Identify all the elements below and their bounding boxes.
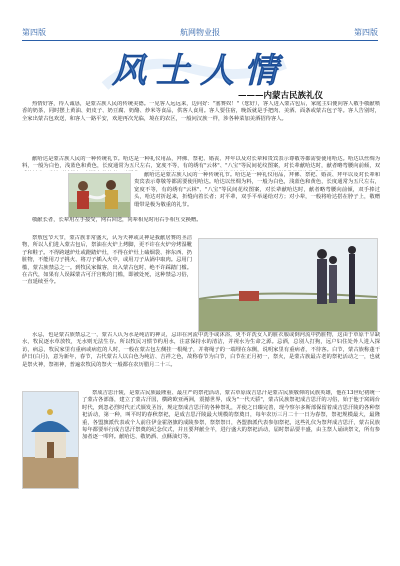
header-page-label-left: 第四版 (22, 28, 46, 37)
article-paragraph-hada-intro: 献哈达是蒙古族人民的一种传统礼节。哈达是一种礼仪用品，拜佛、祭祀、婚丧、拜年以及对长辈和贵宾表示尊敬等都需要使用哈达。哈达以丝绸为料，一般为白色，浅蓝色和黄色，长度通常为五尺左右，宽度不等，有的绣有"云林"、"八宝"等民间花纹图案，对长辈献哈达时，献者略弯腰向前倾，双 (22, 156, 380, 170)
title-calligraphy: 风土人情 (112, 51, 288, 91)
mausoleum-image (23, 392, 78, 488)
photo-genghis-mausoleum (22, 391, 79, 489)
article-paragraph-mausoleum: 祭成吉思汗陵，是蒙古民族最隆重、最庄严的祭祀活动，蒙古草原成吉思汗是蒙古民族敬仰的民族英雄，他在13世纪初统一了蒙古各部落，建立了蒙古汗国，横跨欧亚两洲，震撼世界，成为"一代天骄"，蒙古民族祭祀成吉思汗的习俗，始于他于窝阔台时代，到忽必烈时代正式颁发圣旨，规定祭成吉思汗的各种祭礼，并使之日臻完善，现今察尔多斯部保留着成吉思汗陵的各种祭祀活动，第一种，叫平时的春秋祭祀，是成吉思汗陵最大规模的祭奠日，每年农历三月二十一日为春祭，祭祀规模最大，最隆重，各盟旗派代表或个人前往伊金霍洛旗的成陵参祭，祭祭祭日，各盟旗派代表参加祭祀，这些礼仪为祭拜成吉思汗，蒙古民族每年都要举行成吉思汗祭奠的纪念仪式，并且要拜献全羊，进行盛大的祭祀活动，届时祭品要丰盛，由主祭人诵读祭文，所有参加者逐一叩拜。献哈达、敬奶酒、点酥油灯等。 (82, 390, 380, 441)
header-newspaper-name: 航网物业报 (180, 28, 220, 37)
photo-prayer-rite (198, 238, 378, 332)
article-paragraph-hada-detail: 献哈达是蒙古族人民的一种传统礼节。哈达是一种礼仪用品，拜佛、祭祀、婚丧、拜年以及对长辈和贵宾表示尊敬等都需要使用哈达。哈达以丝绸为料，一般为白色，浅蓝色和黄色，长度通常为五尺左右，宽度不等，有的绣有"云林"、"八宝"等民间花纹图案，对长辈献哈达时，献者略弯腰向前倾，双手捧过头，哈达对折起来，折缝向着长者；对平辈，双手平举递给对方；对小辈，一般将哈达搭在脖子上，敬赠缎带是极为敬重的礼节。 (134, 172, 380, 208)
prayer-rite-image (199, 239, 377, 331)
page-header (22, 26, 378, 41)
photo-hada-ceremony (68, 173, 131, 218)
article-paragraph-hospitality: 热情好客，待人诚恳，是蒙古族人民的传统美德。一见客人远远来，边问好："塞赛奴！"（您好），客人进入蒙古包后，家庭主妇便向客人敬手敬献喷香的奶茶，同时摆上黄油、奶皮子、奶豆腐、奶酪、炒米等食品，供客人食用。客人要住宿，晚饭就是手把肉、美酒、面条或蒙古包子等。客人告别时，全家出蒙古包欢送，和客人一路平安，欢迎再次光临，境在的农区，一般问汉族一样，涉各种菜加美酒招待客人。 (22, 101, 380, 122)
article-paragraph-hada-exchange: 敬献长者，长辈用左手接受，网右回送，同辈相见时用右手相互交换赠。 (32, 217, 202, 223)
article-paragraph-customs: 水忌，也是蒙古族禁忌之一，蒙古人认为水是纯洁的神灵，忌讳在河流中洗手或沐浴，更不许洗女人的脏衣服或倒河流中扔脏物，这由于草原干旱缺水，牧民逐水草放牧，无水则无法生存。所以牧民习惯节约用水，注意保持水的清洁，并视水为生命之源。忌酒，总别人打狗，远户妇住处外人进入探访，病忌，牧民家里有重病或病危的人时，一般在蒙古包左侧挂一根绳子，并将绳子的一端埋在东侧，说明家里有重病者，不待客。白节，蒙古族称蓬干萨日(白月)，意为新年，春节，古代蒙古人以白色为纯洁、吉祥之色，故称春节为白节，白节在正月初一，祭火，是蒙古族最古老的祭祀活动之一，也就是祭火神，祭祖神，普遍农牧民的祭火一般都在农历腊月二十三。 (22, 332, 380, 368)
article-subtitle: ———内蒙古民族礼仪 (238, 91, 324, 101)
article-paragraph-taboos: 祭敖包节大节，蒙古族非常盛大，认为天神或灵神是我献居赛的圣洁物，所以人们进入蒙古包后，祭油在火炉上烤脚，更不许在火炉旁烤湿靴子和鞋子。不得跨越炉灶或蹬踏炉灶，不得在炉灶上磕烟袋、摔东西、扔脏物，不能用刀子挑火、将刀子插入火中，或用刀子从锅中取肉。忌用门槛，蒙古族禁忌之一。到牧民家做客，出入蒙古包时，绝不许踩踏门槛。在古代，如果有人误踩蒙古可汗宫帐的门槛，即被处死，这种禁忌习俗，一直延续至今。 (22, 235, 192, 286)
hada-ceremony-image (69, 174, 130, 217)
header-page-label-right: 第四版 (354, 28, 378, 37)
title-calligraphy-banner (0, 46, 400, 94)
